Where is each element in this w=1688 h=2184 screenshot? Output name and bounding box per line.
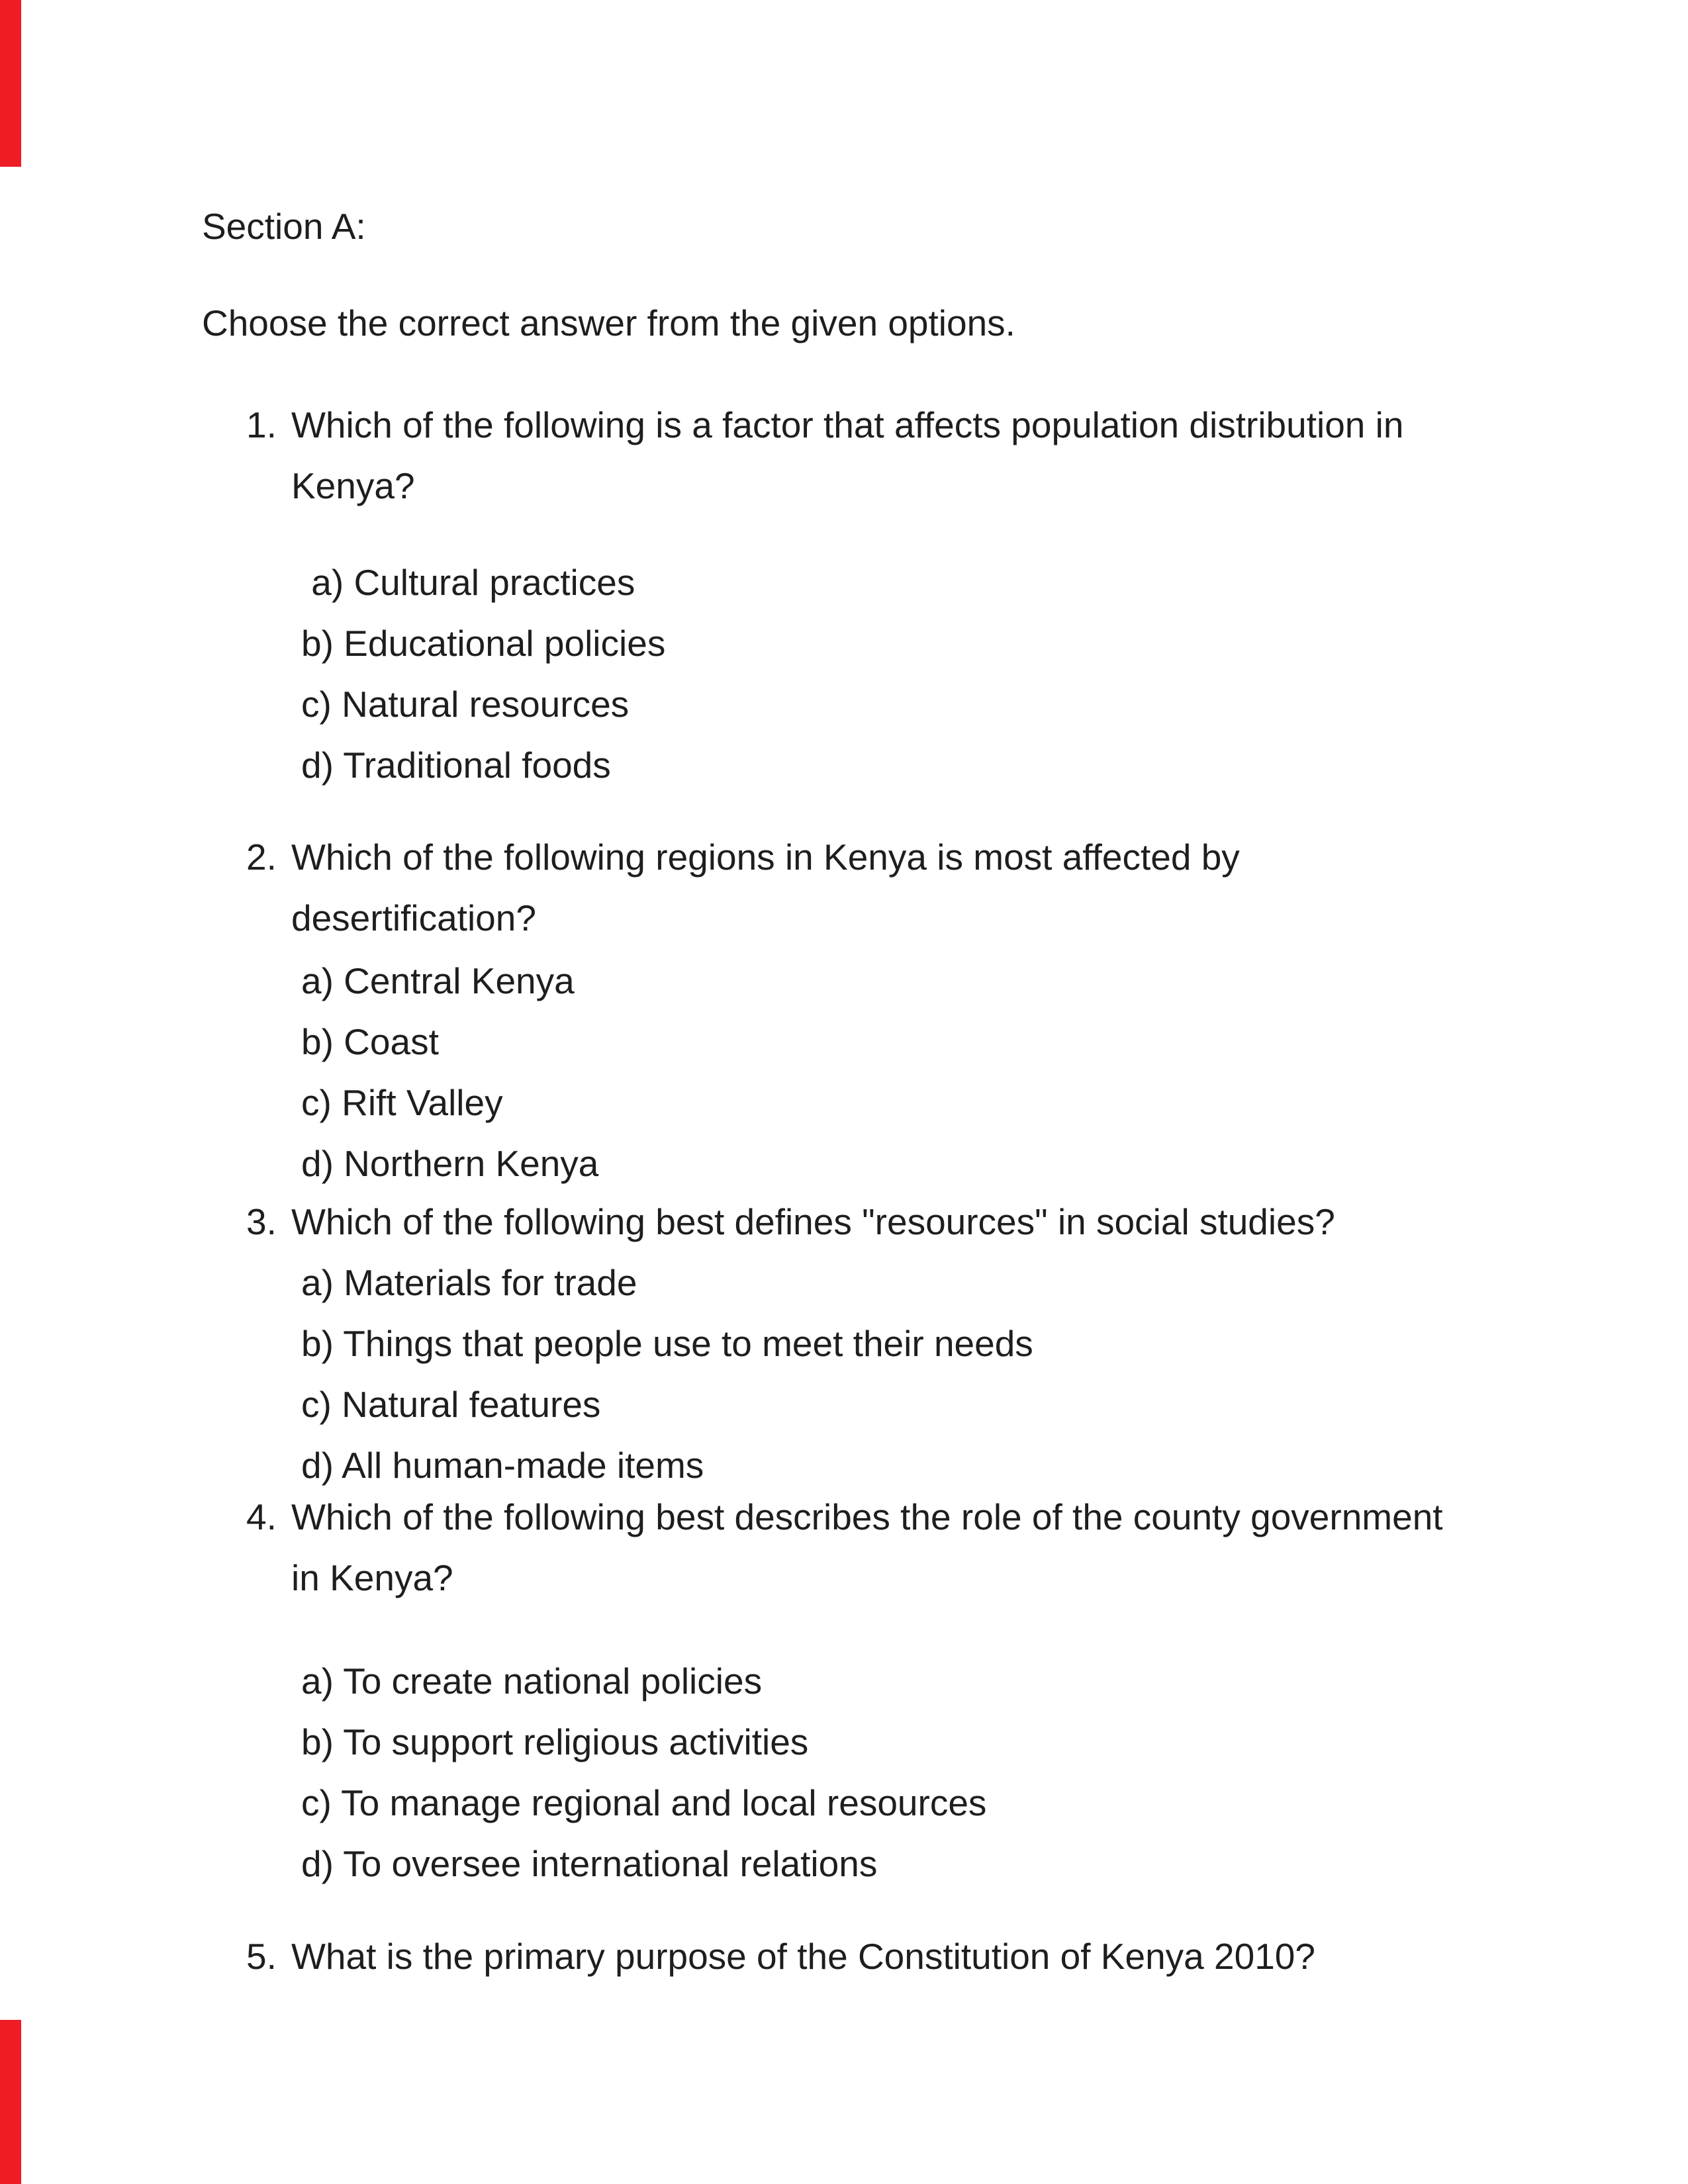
question-2 <box>0 827 1609 1194</box>
question-1-number: 1. <box>246 404 277 445</box>
question-1-options <box>301 552 1609 796</box>
question-1-option-b: b) Educational policies <box>301 623 666 664</box>
question-4-stem-line: Which of the following best describes the role of the county government <box>291 1496 1443 1537</box>
question-4-option-a: a) To create national policies <box>301 1661 763 1702</box>
question-4 <box>0 1486 1609 1894</box>
question-2-stem <box>291 827 1609 948</box>
question-2-option-d: d) Northern Kenya <box>301 1143 599 1184</box>
red-edge-marker-top <box>0 0 21 167</box>
instruction-text: Choose the correct answer from the given options. <box>202 302 1015 343</box>
question-4-stem <box>291 1486 1609 1608</box>
question-3-number: 3. <box>246 1201 277 1242</box>
question-4-option-c: c) To manage regional and local resources <box>301 1782 987 1823</box>
question-2-options <box>301 950 1609 1194</box>
question-2-number: 2. <box>246 837 277 878</box>
question-5-stem-line: What is the primary purpose of the Constitution of Kenya 2010? <box>291 1936 1315 1977</box>
question-4-option-d: d) To oversee international relations <box>301 1843 878 1884</box>
question-3-option-a: a) Materials for trade <box>301 1262 637 1303</box>
question-4-stem-line: in Kenya? <box>291 1557 453 1598</box>
question-3-option-b: b) Things that people use to meet their needs <box>301 1323 1033 1364</box>
question-3-stem-line: Which of the following best defines "resources" in social studies? <box>291 1201 1335 1242</box>
question-1-option-a: a) Cultural practices <box>301 562 635 603</box>
question-1 <box>0 394 1609 796</box>
question-5-stem <box>291 1926 1609 1987</box>
question-3-option-c: c) Natural features <box>301 1384 601 1425</box>
question-5 <box>0 1926 1609 1987</box>
question-4-number: 4. <box>246 1496 277 1537</box>
question-1-stem-line: Which of the following is a factor that affects population distribution in <box>291 404 1404 445</box>
question-5-number: 5. <box>246 1936 277 1977</box>
question-3 <box>0 1191 1609 1496</box>
question-2-stem-line: desertification? <box>291 897 536 938</box>
section-title: Section A: <box>202 206 366 247</box>
question-1-stem-line: Kenya? <box>291 465 415 506</box>
question-4-options <box>301 1651 1609 1894</box>
question-4-option-b: b) To support religious activities <box>301 1721 809 1762</box>
question-1-stem <box>291 394 1609 516</box>
question-2-stem-line: Which of the following regions in Kenya is most affected by <box>291 837 1240 878</box>
question-3-stem <box>291 1191 1609 1252</box>
red-edge-marker-bottom <box>0 2020 21 2184</box>
question-3-options <box>301 1252 1609 1496</box>
question-1-option-d: d) Traditional foods <box>301 745 611 786</box>
question-3-option-d: d) All human-made items <box>301 1445 704 1486</box>
question-2-option-b: b) Coast <box>301 1021 439 1062</box>
question-1-option-c: c) Natural resources <box>301 684 630 725</box>
question-2-option-a: a) Central Kenya <box>301 960 575 1001</box>
question-2-option-c: c) Rift Valley <box>301 1082 503 1123</box>
